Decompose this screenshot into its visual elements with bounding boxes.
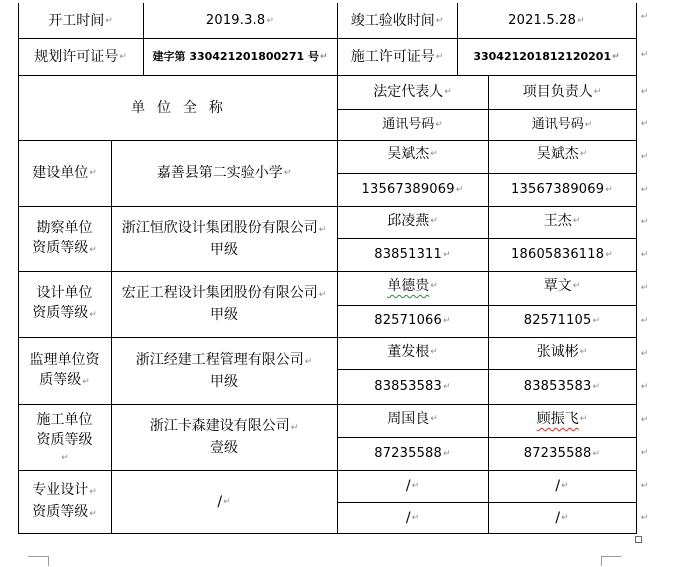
completion-date-value: 2021.5.28 ↵: [508, 12, 585, 28]
legal-rep-phone: / ↵: [405, 509, 420, 526]
project-lead-phone: 13567389069 ↵: [511, 181, 613, 197]
unit-label: 施工单位 资质等级 ↵: [36, 412, 93, 463]
row-end-marker: ↵: [640, 87, 649, 97]
unit-name: / ↵: [217, 493, 231, 510]
row-end-marker: ↵: [640, 250, 649, 260]
table-border-bottom: [18, 533, 637, 534]
row-end-marker: ↵: [640, 415, 649, 425]
unit-label: 建设单位 ↵: [32, 165, 97, 181]
row-end-marker: ↵: [640, 481, 649, 491]
legal-rep-phone: 83853583 ↵: [374, 378, 451, 394]
start-date-value: 2019.3.8 ↵: [205, 12, 275, 28]
project-lead-phone: 83853583 ↵: [523, 378, 601, 394]
unit-name: 嘉善县第二实验小学 ↵: [156, 165, 292, 181]
legal-rep-phone: 13567389069 ↵: [361, 181, 464, 197]
row-end-marker: ↵: [640, 50, 649, 60]
legal-rep-name: 邱凌燕 ↵: [387, 213, 438, 229]
page-corner-mark: [40, 556, 49, 566]
table-resize-handle[interactable]: [635, 536, 642, 543]
unit-name-header: 单 位 全 称: [131, 99, 224, 116]
project-lead-name: 王杰 ↵: [543, 213, 581, 229]
construction-permit-value: 330421201812120201 ↵: [473, 49, 620, 63]
unit-name: 宏正工程设计集团股份有限公司↵ 甲级: [121, 285, 327, 323]
project-lead-phone: 87235588 ↵: [523, 445, 601, 461]
project-lead-name: 张诚彬 ↵: [536, 344, 588, 360]
row-end-marker: ↵: [640, 12, 649, 22]
project-lead-header: 项目负责人 ↵: [522, 84, 602, 100]
unit-label: 设计单位 资质等级↵: [32, 285, 97, 321]
unit-name: 浙江经建工程管理有限公司↵ 甲级: [135, 351, 313, 390]
table-border-right: [636, 3, 637, 533]
legal-rep-phone: 83851311 ↵: [374, 246, 451, 262]
project-lead-name: 覃文 ↵: [543, 278, 581, 294]
row-end-marker: ↵: [640, 316, 649, 326]
project-lead-phone: 82571105 ↵: [523, 313, 601, 328]
legal-rep-header: 法定代表人 ↵: [373, 84, 452, 100]
unit-label: 监理单位资 质等级↵: [29, 351, 100, 388]
phone-header: 通讯号码 ↵: [382, 116, 443, 132]
row-end-marker: ↵: [640, 283, 649, 293]
phone-header: 通讯号码 ↵: [531, 116, 593, 132]
row-end-marker: ↵: [640, 382, 649, 392]
unit-name: 浙江恒欣设计集团股份有限公司↵ 甲级: [121, 219, 327, 258]
unit-name: 浙江卡森建设有限公司↵ 壹级: [149, 418, 299, 456]
planning-permit-label: 规划许可证号 ↵: [34, 48, 127, 65]
construction-permit-label: 施工许可证号 ↵: [350, 48, 444, 65]
planning-permit-value: 建字第 330421201800271 号 ↵: [152, 49, 328, 63]
legal-rep-name: 董发根 ↵: [387, 344, 438, 360]
unit-label: 勘察单位 资质等级↵: [32, 219, 97, 256]
row-end-marker: ↵: [640, 448, 649, 458]
unit-label: 专业设计↵ 资质等级↵: [32, 481, 97, 520]
legal-rep-name: 周国良 ↵: [387, 411, 438, 427]
project-lead-name: / ↵: [555, 478, 569, 494]
project-lead-phone: / ↵: [555, 509, 569, 526]
page-corner-mark: [601, 556, 610, 566]
row-end-marker: ↵: [640, 185, 649, 195]
row-end-marker: ↵: [640, 119, 649, 129]
legal-rep-name: 吴斌杰 ↵: [387, 146, 438, 162]
project-lead-name: 吴斌杰 ↵: [536, 146, 588, 162]
row-end-marker: ↵: [640, 349, 649, 359]
legal-rep-phone: 82571066 ↵: [374, 313, 451, 328]
legal-rep-phone: 87235588 ↵: [374, 445, 451, 461]
legal-rep-name: / ↵: [405, 478, 420, 494]
row-end-marker: ↵: [640, 152, 649, 162]
row-end-marker: ↵: [640, 513, 649, 523]
completion-date-label: 竣工验收时间 ↵: [350, 12, 444, 29]
project-lead-phone: 18605836118 ↵: [511, 246, 613, 262]
legal-rep-name: 单德贵 ↵: [387, 278, 438, 294]
project-lead-name: 顾振飞 ↵: [536, 411, 588, 427]
row-end-marker: ↵: [640, 217, 649, 227]
start-date-label: 开工时间 ↵: [48, 12, 113, 29]
